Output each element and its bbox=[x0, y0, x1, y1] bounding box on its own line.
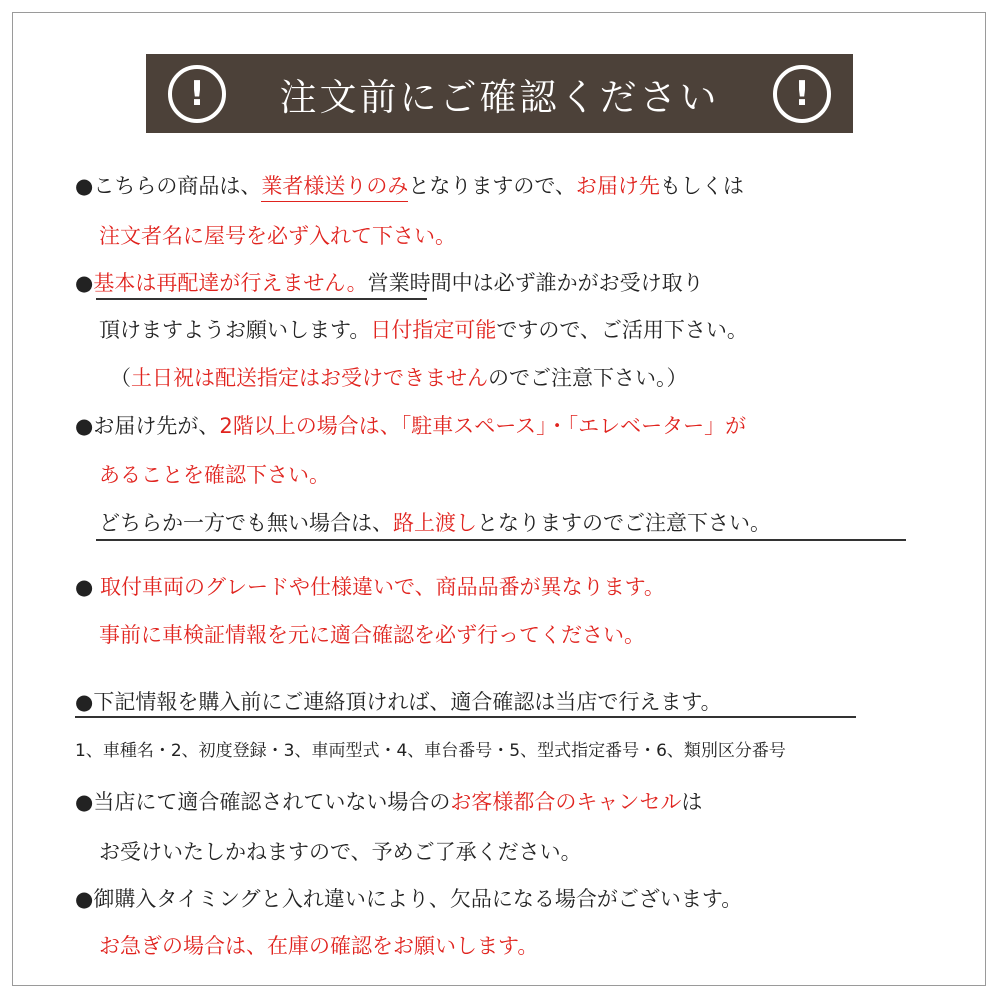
bullet: ● bbox=[75, 174, 94, 198]
notice-line: どちらか一方でも無い場合は、路上渡しとなりますのでご注意下さい。 bbox=[99, 511, 771, 535]
bullet: ● bbox=[75, 271, 94, 295]
notice-line: ●基本は再配達が行えません。営業時間中は必ず誰かがお受け取り bbox=[75, 271, 704, 295]
underline bbox=[96, 539, 906, 541]
notice-line: お急ぎの場合は、在庫の確認をお願いします。 bbox=[99, 934, 539, 958]
notice-line: ●下記情報を購入前にご連絡頂ければ、適合確認は当店で行えます。 bbox=[75, 690, 722, 714]
bullet: ● bbox=[75, 414, 94, 438]
exclamation-circle-icon: ! bbox=[168, 65, 226, 123]
bullet: ● bbox=[75, 575, 94, 599]
notice-line: ● 取付車両のグレードや仕様違いで、商品品番が異なります。 bbox=[75, 575, 665, 599]
bullet: ● bbox=[75, 887, 94, 911]
notice-line: 事前に車検証情報を元に適合確認を必ず行ってください。 bbox=[99, 623, 645, 647]
bullet: ● bbox=[75, 690, 94, 714]
notice-line: 1、車種名・2、初度登録・3、車両型式・4、車台番号・5、型式指定番号・6、類別区分番号 bbox=[75, 741, 786, 761]
notice-line: （土日祝は配送指定はお受けできませんのでご注意下さい。） bbox=[110, 366, 688, 390]
bullet: ● bbox=[75, 790, 94, 814]
underline bbox=[75, 716, 856, 718]
notice-line: ●こちらの商品は、業者様送りのみとなりますので、お届け先もしくは bbox=[75, 172, 744, 200]
notice-line: ●お届け先が、2階以上の場合は、「駐車スペース」・「エレベーター」が bbox=[75, 414, 747, 438]
banner-title: 注文前にご確認ください bbox=[279, 75, 720, 119]
notice-line: お受けいたしかねますので、予めご了承ください。 bbox=[99, 840, 582, 864]
notice-banner bbox=[146, 54, 853, 133]
exclamation-circle-icon: ! bbox=[773, 65, 831, 123]
notice-line: ●当店にて適合確認されていない場合のお客様都合のキャンセルは bbox=[75, 790, 703, 814]
notice-line: 頂けますようお願いします。日付指定可能ですので、ご活用下さい。 bbox=[99, 318, 748, 342]
notice-line: 注文者名に屋号を必ず入れて下さい。 bbox=[99, 224, 456, 248]
notice-line: あることを確認下さい。 bbox=[99, 463, 330, 487]
underline bbox=[96, 298, 427, 300]
notice-line: ●御購入タイミングと入れ違いにより、欠品になる場合がございます。 bbox=[75, 887, 743, 911]
